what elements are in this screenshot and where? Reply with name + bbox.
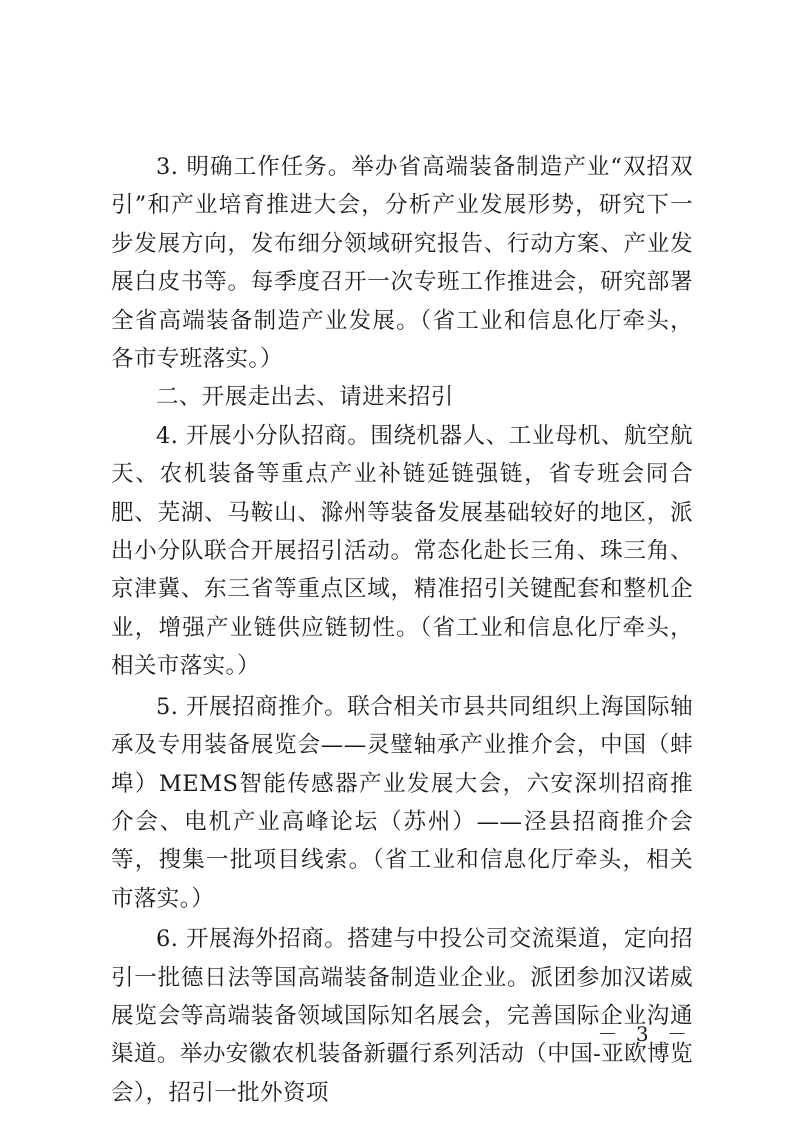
page-number: － 3 －	[597, 1022, 693, 1046]
paragraph-task-6: 6. 开展海外招商。搭建与中投公司交流渠道，定向招引一批德日法等国高端装备制造业企业。派团参加汉诺威展览会等高端装备领域国际知名展会，完善国际企业沟通渠道。举办安徽农机装备新疆行系列活动（中国-亚欧博览会），招引一批外资项	[111, 926, 693, 1106]
section-heading-2: 二、开展走出去、请进来招引	[156, 384, 454, 411]
paragraph-task-3: 3. 明确工作任务。举办省高端装备制造产业“双招双引”和产业培育推进大会，分析产业发展形势，研究下一步发展方向，发布细分领域研究报告、行动方案、产业发展白皮书等。每季度召开一次专班工作推进会，研究部署全省高端装备制造产业发展。（省工业和信息化厅牵头，各市专班落实。）	[111, 154, 693, 373]
document-body	[111, 148, 693, 1112]
paragraph-task-5: 5. 开展招商推介。联合相关市县共同组织上海国际轴承及专用装备展览会——灵璧轴承产业推介会，中国（蚌埠）MEMS智能传感器产业发展大会，六安深圳招商推介会、电机产业高峰论坛（苏州）——泾县招商推介会等，搜集一批项目线索。（省工业和信息化厅牵头，相关市落实。）	[111, 693, 693, 912]
paragraph-task-4: 4. 开展小分队招商。围绕机器人、工业母机、航空航天、农机装备等重点产业补链延链强链，省专班会同合肥、芜湖、马鞍山、滁州等装备发展基础较好的地区，派出小分队联合开展招引活动。常态化赴长三角、珠三角、京津冀、东三省等重点区域，精准招引关键配套和整机企业，增强产业链供应链韧性。（省工业和信息化厅牵头，相关市落实。）	[111, 422, 693, 680]
